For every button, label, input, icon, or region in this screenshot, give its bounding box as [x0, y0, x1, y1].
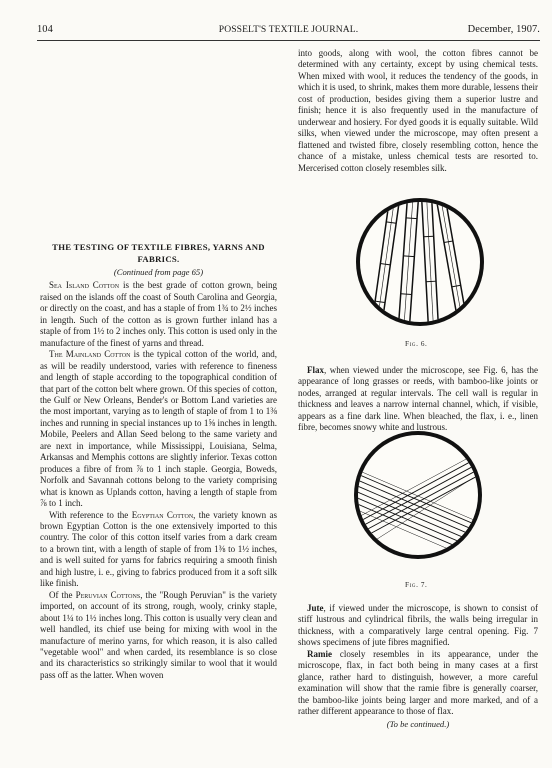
fig7-caption: Fig. 7.: [405, 581, 428, 589]
continued-note: (Continued from page 65): [113, 267, 204, 277]
lead-flax: Flax: [307, 365, 324, 375]
text-peruvian: , the "Rough Peruvian" is the variety imported, on account of its strong, rough, wooly, crinky staple, about 1¼ to 1½ inches long. This cotton is usually very clean and well handled, its chief use being for mixing with wool in the manufacture of merino yarns, for which reason, it is also called "vegetable wool" and when carded, its resemblance is so close and its characteristics so strikingly similar to wool that it would pass off as the latter. When woven: [40, 589, 277, 680]
lead-peruvian: Peruvian Cottons: [75, 589, 141, 600]
right-column-top: [298, 48, 538, 174]
text-sea-island: is the best grade of cotton grown, being raised on the islands off the coast of South Carolina and Georgia, or directly on the coast, and has a staple of from 1¾ to 2½ inches in length. Such of the cotton as is grown further inland has a staple of from 1½ to 2 inches only. This cotton is used only in the manufacture of the finest of yarns and thread.: [40, 280, 278, 348]
right-column-middle: [298, 365, 538, 434]
paragraph-peruvian: [40, 590, 277, 682]
journal-title: POSSELT'S TEXTILE JOURNAL.: [218, 24, 359, 35]
text-flax: , when viewed under the microscope, see Fig. 6, has the appearance of long grasses or reeds, with bamboo-like joints or nodes, arranged at regular intervals. The cell wall is regular in thickness and leaves a narrow internal channel, which, if visible, appears as a fine dark line. When bleached, the flax, i. e., linen fibre, becomes snowy white and lustrous.: [298, 365, 538, 433]
text-mainland: is the typical cotton of the world, and, as will be readily understood, varies with reference to fineness and length of staple according to the topographical condition of that part of the cotton belt where grown. Of this species of cotton, the Gulf or New Orleans, Bender's or Bottom Land varieties are the most important, varying as to length of staple of from 1 to 1⅜ inches and running in special instances up to 1⅝ inches in length. Mobile, Peelers and Allan Seed belong to the same variety and are next in importance, while Mississippi, Louisiana, Selma, Arkansas and Memphis cottons are slightly inferior. Texas cotton produces a fibre of from ⅞ to 1 inch staple. Georgia, Boweds, Norfolk and Savannah cottons belong to the variety comprising what is known as Uplands cotton, having a length of staple from ⅞ to 1 inch.: [40, 349, 277, 509]
paragraph-egyptian: [40, 510, 277, 590]
paragraph-mainland: [40, 349, 277, 509]
paragraph-sea-island: [40, 280, 277, 349]
lead-egyptian: Egyptian Cotton: [131, 509, 194, 520]
text-ramie: closely resembles in its appearance, under the microscope, flax, in fact both being in many cases at a first glance, rather hard to distinguish, however, a more careful examination will show that the ramie fibre is generally coarser, the bamboo-like joints being larger and more marked, and of a rather different appearance to those of flax.: [298, 648, 538, 717]
header-rule: [37, 40, 540, 41]
lead-ramie: Ramie: [307, 648, 332, 659]
lead-jute: Jute: [307, 603, 324, 613]
lead-sea-island: Sea Island Cotton: [49, 280, 120, 291]
issue-date: December, 1907.: [467, 24, 540, 35]
running-header: [37, 24, 540, 38]
paragraph-jute: [298, 603, 538, 649]
paragraph-flax: [298, 365, 538, 434]
fig6-caption: Fig. 6.: [405, 340, 428, 348]
pre-egyptian: With reference to the: [49, 509, 132, 520]
article-left-column: [40, 241, 277, 681]
paragraph-mixed-goods: into goods, along with wool, the cotton fibres cannot be determined with any certainty, except by using chemical tests. When mixed with wool, it reduces the tendency of the goods, in which it is used, to shrink, makes them more durable, lessens their cost of production, besides giving them a superior lustre and finish; hence it is also frequently used in the manufacture of underwear and hosiery. For dyed goods it is equally suitable. Wild silks, when viewed under the microscope, may often present a flattened and twisted fibre, closely resembling cotton, hence the chance of a mistake, unless chemical tests are resorted to. Mercerised cotton closely resembles silk.: [298, 48, 538, 173]
text-jute: , if viewed under the microscope, is shown to consist of stiff lustrous and cylindrical fibrils, the walls being irregular in thickness, with a comparatively large central opening. Fig. 7 shows specimens of jute fibres magnified.: [298, 603, 538, 648]
right-column-bottom: [298, 603, 538, 730]
text-egyptian: , the variety known as brown Egyptian Cotton is the one extensively imported to this country. The color of this cotton itself varies from a dark cream to a brown tint, with a length of staple of from 1⅜ to 1½ inches, and is well suited for yarns for fabrics requiring a smooth finish and high lustre, i. e., giving to fabrics produced from it a soft silk like finish.: [40, 509, 277, 589]
to-be-continued: (To be continued.): [386, 718, 450, 729]
page-number: 104: [37, 24, 53, 35]
lead-mainland: The Mainland Cotton: [49, 349, 131, 360]
flax-microscope-figure: [355, 197, 485, 327]
jute-microscope-figure: [353, 430, 483, 560]
pre-peruvian: Of the: [49, 589, 76, 600]
article-title: THE TESTING OF TEXTILE FIBRES, YARNS AND FABRICS.: [52, 242, 265, 264]
paragraph-ramie: [298, 649, 538, 718]
